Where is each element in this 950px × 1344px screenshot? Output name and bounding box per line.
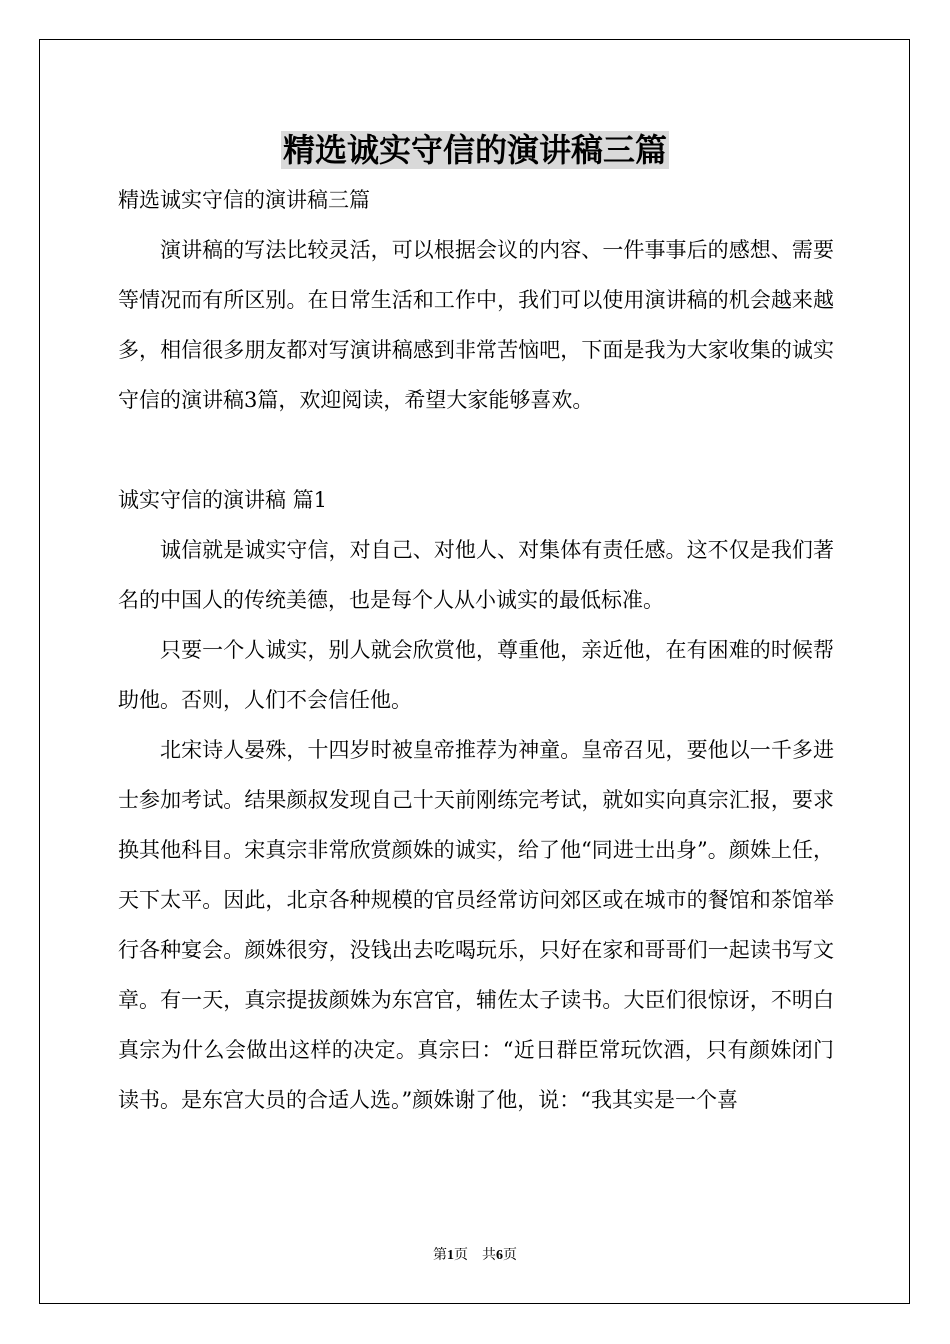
total-page-number: 6 xyxy=(496,1248,503,1263)
paragraph-1: 诚信就是诚实守信，对自己、对他人、对集体有责任感。这不仅是我们著名的中国人的传统美德，也是每个人从小诚实的最低标准。 xyxy=(118,538,834,612)
paragraph-2: 只要一个人诚实，别人就会欣赏他，尊重他，亲近他，在有困难的时候帮助他。否则，人们不会信任他。 xyxy=(118,638,834,712)
document-subtitle: 精选诚实守信的演讲稿三篇 xyxy=(118,188,370,212)
section-heading: 诚实守信的演讲稿 篇1 xyxy=(118,488,328,512)
page-footer: 第1页 共6页 xyxy=(433,1248,517,1263)
document-title: 精选诚实守信的演讲稿三篇 xyxy=(282,131,667,169)
current-page-number: 1 xyxy=(447,1248,454,1263)
paragraph-3: 北宋诗人晏殊，十四岁时被皇帝推荐为神童。皇帝召见，要他以一千多进士参加考试。结果颜叔发现自己十天前刚练完考试，就如实向真宗汇报，要求换其他科目。宋真宗非常欣赏颜姝的诚实，给了他“同进士出身”。颜姝上任，天下太平。因此，北京各种规模的官员经常访问郊区或在城市的餐馆和茶馆举行各种宴会。颜姝很穷，没钱出去吃喝玩乐，只好在家和哥哥们一起读书写文章。有一天，真宗提拔颜姝为东宫官，辅佐太子读书。大臣们很惊讶，不明白真宗为什么会做出这样的决定。真宗曰：“近日群臣常玩饮酒，只有颜姝闭门读书。是东宫大员的合适人选。”颜姝谢了他，说：“我其实是一个喜 xyxy=(118,738,834,1112)
intro-paragraph: 演讲稿的写法比较灵活，可以根据会议的内容、一件事事后的感想、需要等情况而有所区别。在日常生活和工作中，我们可以使用演讲稿的机会越来越多，相信很多朋友都对写演讲稿感到非常苦恼吧，下面是我为大家收集的诚实守信的演讲稿3篇，欢迎阅读，希望大家能够喜欢。 xyxy=(118,238,834,412)
